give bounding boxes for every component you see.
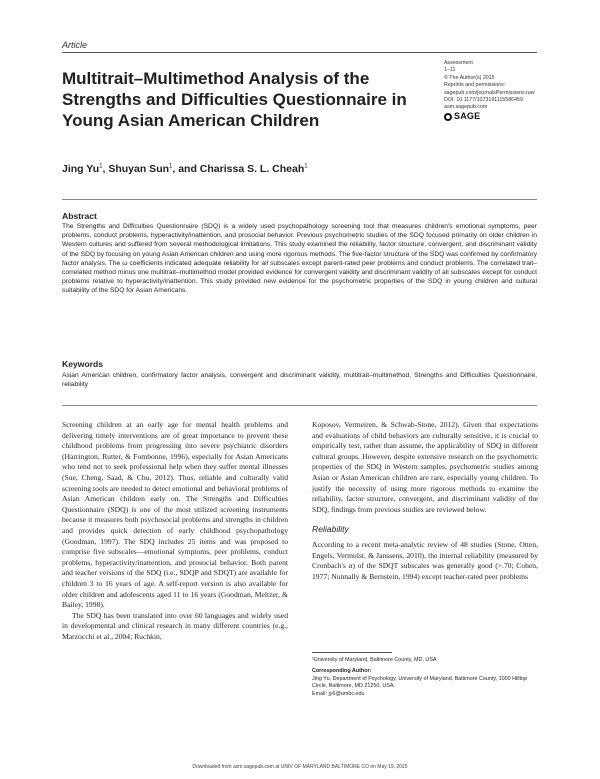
affiliation-note: ¹University of Maryland, Baltimore County, MD, USA bbox=[312, 657, 437, 663]
abstract-text: The Strengths and Difficulties Questionnaire (SDQ) is a widely used psychopathology screening tool that measures children's emotional symptoms, peer problems, conduct problems, hyperactivity/inattention, and prosocial behavior. Previous psychometric studies of the SDQ focused primarily on older children in Western cultures and suffered from several methodological limitations. This study examined the reliability, factor structure, convergent, and discriminant validity of the SDQ by focusing on young Asian American children and using more rigorous methods. The five-factor structure of the SDQ was confirmed by confirmatory factor analysis. The ω coefficients indicated adequate reliability for all subscales except parent-rated peer problems and conduct problems. The correlated trait–correlated method minus one multitrait–multimethod model provided evidence for convergent validity and discriminant validity of all subscales except for conduct problems relative to hyperactivity/inattention. This study provided new evidence for the psychometric properties of the SDQ in young children and cultural suitability of the SDQ for Asian Americans. bbox=[62, 223, 537, 295]
section-label: Article bbox=[62, 40, 88, 50]
author-separator: , and bbox=[172, 163, 200, 175]
corresponding-author-block bbox=[312, 668, 538, 698]
article-title: Multitrait–Multimethod Analysis of the Strengths and Difficulties Questionnaire in Young Asian American Children bbox=[62, 69, 407, 130]
footnote-divider bbox=[312, 652, 392, 653]
sage-logo-icon bbox=[444, 113, 452, 121]
keywords-heading: Keywords bbox=[62, 359, 104, 369]
keywords-text: Asian American children, confirmatory factor analysis, convergent and discriminant validity, multitrait–multimethod, Strengths and Difficulties Questionnaire, reliability bbox=[62, 372, 537, 389]
journal-name: Assessment bbox=[444, 60, 473, 66]
reprints-label: Reprints and permissions: bbox=[444, 82, 506, 89]
journal-meta bbox=[444, 60, 554, 121]
body-divider bbox=[62, 405, 537, 406]
abstract-heading: Abstract bbox=[62, 211, 97, 221]
download-footer bbox=[0, 764, 600, 770]
corresponding-author-address: Jing Yu, Department of Psychology, University of Maryland, Baltimore County, 1000 Hilltop Circle, Baltimore, MD 21250, USA. bbox=[312, 675, 528, 690]
body-paragraph: According to a recent meta-analytic review of 48 studies (Stone, Otten, Engels, Vermulst, & Janssens, 2010), the internal reliability (measured by Cronbach's α) of the SDQT subscales was generally good (>.70; Cohen, 1977; Nunnally & Bernstein, 1994) except teacher-rated peer problems bbox=[312, 539, 538, 581]
author-list bbox=[62, 163, 308, 175]
author-affiliation-marker: 1 bbox=[169, 163, 173, 170]
body-column-right bbox=[312, 420, 538, 582]
abstract-divider bbox=[62, 199, 537, 200]
author-affiliation-marker: 1 bbox=[304, 163, 308, 170]
page-range: 1–11 bbox=[444, 67, 456, 74]
body-paragraph: Screening children at an early age for mental health problems and delivering timely interventions are of great importance to prevent these childhood problems from progressing into severe psychiatric disorders (Harrington, Rutter, & Fombonne, 1996), especially for Asian Americans who tend not to seek professional help when they suffer mental illnesses (Sue, Cheng, Saad, & Chu, 2012). Thus, reliable and culturally valid screening tools are needed to detect emotional and behavioral problems of Asian American children early on. The Strengths and Difficulties Questionnaire (SDQ) is one of the most utilized screening instruments because it measures both psychosocial problems and strengths in children and provides quick detection of early childhood psychopathology (Goodman, 1997). The SDQ includes 25 items and was proposed to comprise five subscales—emotional symptoms, peer problems, conduct problems, hyperactivity/inattention, and prosocial behavior. Both parent and teacher versions of the SDQ (i.e., SDQP and SDQT) are available for children 3 to 16 years of age. A self-report version is also available for older children and adolescents aged 11 to 16 years (Goodman, Meltzer, & Bailey, 1998). bbox=[62, 420, 288, 610]
section-subheading: Reliability bbox=[312, 524, 349, 535]
author-separator: , bbox=[102, 163, 109, 175]
publisher-name: SAGE bbox=[454, 111, 481, 122]
author-name: Jing Yu bbox=[62, 163, 100, 175]
journal-site[interactable]: asm.sagepub.com bbox=[444, 104, 488, 111]
top-divider bbox=[62, 52, 537, 53]
footer-link[interactable]: asm.sagepub.com bbox=[232, 764, 274, 770]
corresponding-author-heading: Corresponding Author: bbox=[312, 668, 372, 675]
corresponding-author-email[interactable]: Email: jy6@umbc.edu bbox=[312, 690, 365, 697]
author-name: Charissa S. L. Cheah bbox=[199, 163, 305, 175]
body-column-left bbox=[62, 420, 288, 642]
body-paragraph: The SDQ has been translated into over 60 languages and widely used in developmental and clinical research in many different countries (e.g., Marzocchi et al., 2004; Ruchkin, bbox=[62, 610, 288, 641]
publisher-logo bbox=[444, 113, 554, 121]
doi[interactable]: DOI: 10.1177/1073191115586459 bbox=[444, 97, 523, 104]
footnotes bbox=[312, 652, 538, 698]
footer-prefix: Downloaded from bbox=[192, 764, 233, 770]
footer-suffix: at UNIV OF MARYLAND BALTIMORE CO on May 19, 2015 bbox=[273, 764, 408, 770]
copyright: © The Author(s) 2015 bbox=[444, 74, 495, 81]
author-affiliation-marker: 1 bbox=[99, 163, 103, 170]
reprints-link[interactable]: sagepub.com/journalsPermissions.nav bbox=[444, 89, 535, 96]
body-paragraph: Koposov, Vermeiren, & Schwab-Stone, 2012). Given that expectations and evaluations of child behaviors are culturally sensitive, it is crucial to empirically test, rather than assume, the applicability of SDQ in different cultural groups. However, despite extensive research on the psychometric properties of the SDQ in Western samples, psychometric studies among Asian or Asian American children are rare, especially young children. To justify the necessity of using more rigorous methods to examine the reliability, factor structure, convergent, and discriminant validity of the SDQ, findings from previous studies are reviewed below. bbox=[312, 420, 538, 514]
author-name: Shuyan Sun bbox=[108, 163, 170, 175]
